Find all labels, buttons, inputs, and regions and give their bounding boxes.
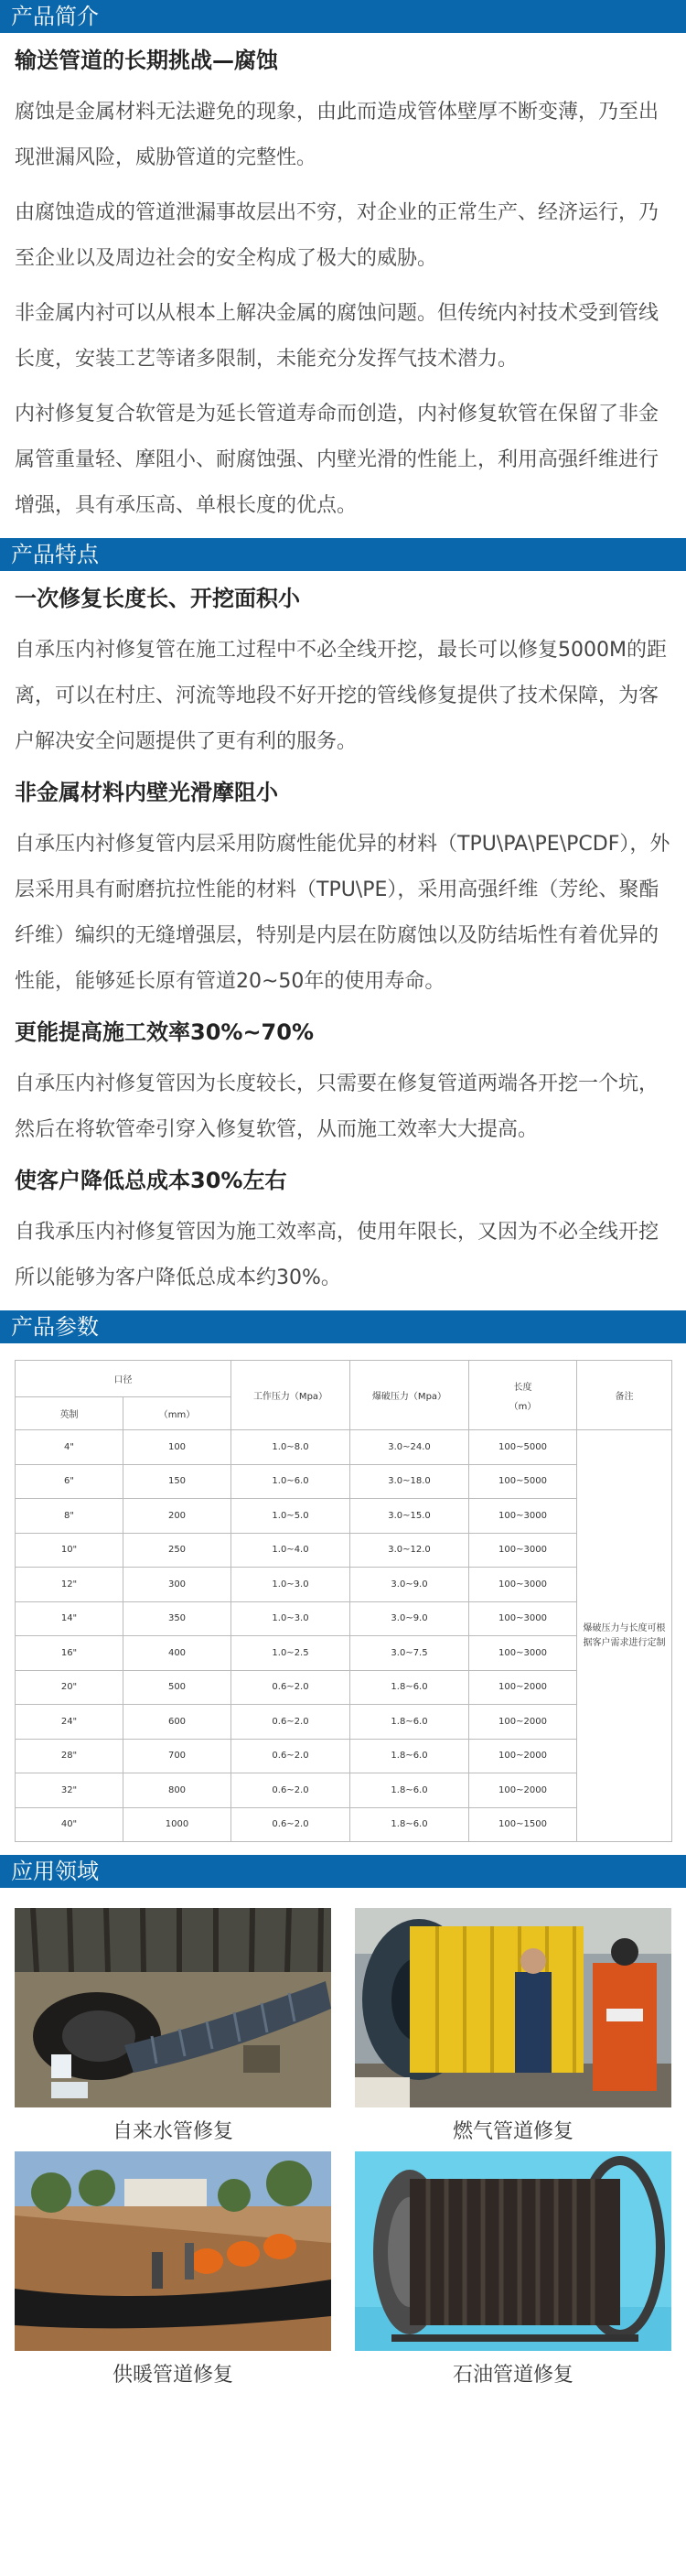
cell-length: 100~3000 [469,1533,577,1568]
cell-length: 100~2000 [469,1739,577,1773]
cell-inch: 24" [16,1705,123,1740]
intro-paragraph: 非金属内衬可以从根本上解决金属的腐蚀问题。但传统内衬技术受到管线长度，安装工艺等诸多限制，未能充分发挥气技术潜力。 [15,302,659,371]
intro-paragraph: 由腐蚀造成的管道泄漏事故层出不穷，对企业的正常生产、经济运行，乃至企业以及周边社会的安全构成了极大的威胁。 [15,201,659,270]
cell-mm: 150 [123,1464,231,1499]
cell-note: 爆破压力与长度可根据客户需求进行定制 [577,1430,672,1842]
cell-mm: 800 [123,1773,231,1808]
cell-working: 1.0~3.0 [231,1568,350,1602]
features-section [0,584,686,1301]
cell-burst: 1.8~6.0 [350,1705,469,1740]
cell-inch: 32" [16,1773,123,1808]
heating-pipe-photo-icon [15,2151,331,2351]
cell-mm: 500 [123,1670,231,1705]
feature-heading: 使客户降低总成本30%左右 [15,1168,287,1193]
cell-length: 100~1500 [469,1807,577,1842]
section-bar-intro: 产品简介 [0,0,686,33]
water-pipe-photo-icon [15,1908,331,2107]
application-card [15,2151,331,2389]
header-working-pressure: 工作压力（Mpa） [231,1361,350,1430]
cell-burst: 1.8~6.0 [350,1807,469,1842]
cell-burst: 3.0~15.0 [350,1499,469,1534]
application-caption: 自来水管修复 [112,2120,233,2143]
intro-paragraph: 内衬修复复合软管是为延长管道寿命而创造，内衬修复软管在保留了非金属管重量轻、摩阻小、耐腐蚀强、内壁光滑的性能上，利用高强纤维进行增强，具有承压高、单根长度的优点。 [15,403,659,517]
table-row [16,1568,672,1602]
cell-working: 0.6~2.0 [231,1670,350,1705]
cell-working: 0.6~2.0 [231,1739,350,1773]
table-row [16,1464,672,1499]
params-table-body [16,1430,672,1842]
intro-section [0,46,686,529]
header-length-label: 长度 [513,1382,532,1393]
header-inch: 英制 [16,1397,123,1430]
cell-working: 0.6~2.0 [231,1705,350,1740]
header-burst-pressure: 爆破压力（Mpa） [350,1361,469,1430]
cell-mm: 250 [123,1533,231,1568]
table-row [16,1636,672,1671]
cell-working: 1.0~6.0 [231,1464,350,1499]
intro-heading: 输送管道的长期挑战—腐蚀 [15,48,278,73]
cell-length: 100~5000 [469,1430,577,1465]
params-section [0,1343,686,1855]
cell-inch: 4" [16,1430,123,1465]
cell-inch: 28" [16,1739,123,1773]
application-card [355,1908,671,2146]
oil-pipe-photo-icon [355,2151,671,2351]
cell-mm: 200 [123,1499,231,1534]
cell-inch: 14" [16,1601,123,1636]
cell-inch: 8" [16,1499,123,1534]
cell-length: 100~5000 [469,1464,577,1499]
params-table [15,1360,672,1842]
cell-inch: 10" [16,1533,123,1568]
header-length-unit: （m） [509,1401,537,1412]
cell-mm: 400 [123,1636,231,1671]
cell-working: 1.0~4.0 [231,1533,350,1568]
cell-working: 1.0~8.0 [231,1430,350,1465]
cell-burst: 3.0~24.0 [350,1430,469,1465]
cell-burst: 1.8~6.0 [350,1739,469,1773]
cell-length: 100~2000 [469,1705,577,1740]
cell-mm: 1000 [123,1807,231,1842]
feature-text: 自承压内衬修复管因为长度较长，只需要在修复管道两端各开挖一个坑，然后在将软管牵引穿入修复软管，从而施工效率大大提高。 [15,1072,659,1141]
cell-working: 1.0~3.0 [231,1601,350,1636]
cell-length: 100~2000 [469,1773,577,1808]
header-mm: （mm） [123,1397,231,1430]
table-row [16,1807,672,1842]
cell-burst: 3.0~12.0 [350,1533,469,1568]
cell-burst: 3.0~9.0 [350,1568,469,1602]
feature-heading: 非金属材料内壁光滑摩阻小 [15,780,278,805]
cell-mm: 600 [123,1705,231,1740]
table-row [16,1705,672,1740]
cell-working: 1.0~2.5 [231,1636,350,1671]
cell-length: 100~3000 [469,1601,577,1636]
cell-burst: 1.8~6.0 [350,1773,469,1808]
intro-paragraph: 腐蚀是金属材料无法避免的现象，由此而造成管体壁厚不断变薄，乃至出现泄漏风险，威胁管道的完整性。 [15,101,659,169]
application-caption: 供暖管道修复 [112,2364,233,2387]
feature-heading: 更能提高施工效率30%~70% [15,1019,314,1045]
table-row [16,1601,672,1636]
cell-burst: 3.0~7.5 [350,1636,469,1671]
cell-inch: 16" [16,1636,123,1671]
table-row [16,1739,672,1773]
table-row [16,1430,672,1465]
cell-length: 100~3000 [469,1636,577,1671]
application-card [15,1908,331,2146]
section-bar-applications: 应用领域 [0,1855,686,1888]
cell-length: 100~2000 [469,1670,577,1705]
cell-inch: 20" [16,1670,123,1705]
table-row [16,1499,672,1534]
cell-working: 1.0~5.0 [231,1499,350,1534]
application-card [355,2151,671,2389]
table-row [16,1533,672,1568]
cell-burst: 1.8~6.0 [350,1670,469,1705]
cell-mm: 700 [123,1739,231,1773]
cell-length: 100~3000 [469,1568,577,1602]
header-caliber: 口径 [16,1361,231,1397]
section-bar-features: 产品特点 [0,538,686,571]
feature-text: 自承压内衬修复管在施工过程中不必全线开挖，最长可以修复5000M的距离，可以在村庄、河流等地段不好开挖的管线修复提供了技术保障，为客户解决安全问题提供了更有利的服务。 [15,639,667,753]
cell-burst: 3.0~9.0 [350,1601,469,1636]
cell-working: 0.6~2.0 [231,1773,350,1808]
cell-working: 0.6~2.0 [231,1807,350,1842]
application-caption: 石油管道修复 [452,2364,573,2387]
cell-mm: 100 [123,1430,231,1465]
table-row [16,1773,672,1808]
cell-mm: 350 [123,1601,231,1636]
header-note: 备注 [577,1361,672,1430]
application-caption: 燃气管道修复 [452,2120,573,2143]
feature-text: 自承压内衬修复管内层采用防腐性能优异的材料（TPU\PA\PE\PCDF），外层采用具有耐磨抗拉性能的材料（TPU\PE），采用高强纤维（芳纶、聚酯纤维）编织的无缝增强层，特别是内层在防腐蚀以及防结垢性有着优异的性能，能够延长原有管道20~50年的使用寿命。 [15,833,670,993]
feature-heading: 一次修复长度长、开挖面积小 [15,586,300,611]
cell-inch: 6" [16,1464,123,1499]
header-length [469,1361,577,1430]
section-bar-params: 产品参数 [0,1310,686,1343]
cell-length: 100~3000 [469,1499,577,1534]
gas-pipe-photo-icon [355,1908,671,2107]
applications-grid [0,1888,686,2387]
cell-inch: 12" [16,1568,123,1602]
feature-text: 自我承压内衬修复管因为施工效率高，使用年限长，又因为不必全线开挖所以能够为客户降低总成本约30%。 [15,1221,659,1289]
table-row [16,1670,672,1705]
cell-inch: 40" [16,1807,123,1842]
cell-burst: 3.0~18.0 [350,1464,469,1499]
cell-mm: 300 [123,1568,231,1602]
